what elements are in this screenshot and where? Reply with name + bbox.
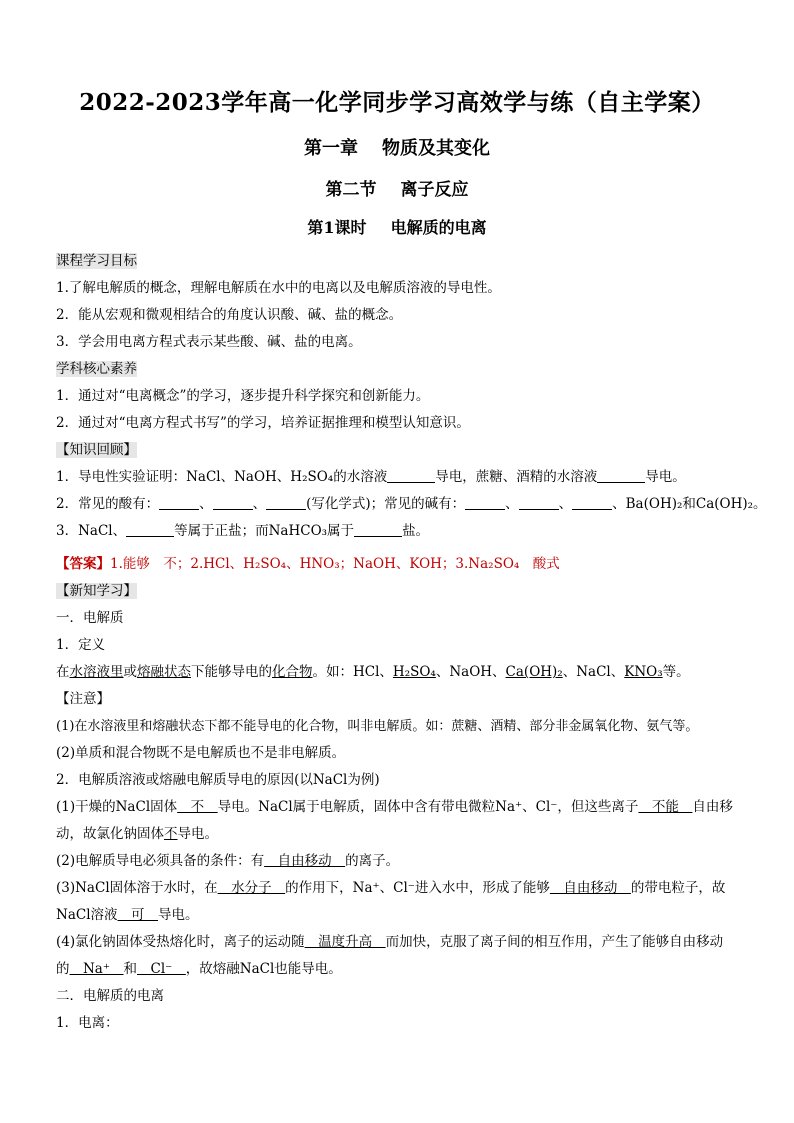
answer-blank xyxy=(266,495,306,510)
review-heading: 【知识回顾】 xyxy=(56,442,137,458)
review-question-2: 2．常见的酸有： 、 、 (写化学式)；常见的碱有： 、 、 、Ba(OH)₂和Ca(OH)₂。 xyxy=(56,496,767,512)
subheading-ionization: 1．电离： xyxy=(56,1015,119,1031)
paragraph-2: (2)电解质导电必须具备的条件：有 自由移动 的离子。 xyxy=(56,853,400,869)
paragraph-4: (4)氯化钠固体受热熔化时，离子的运动随 温度升高 而加快，克服了离子间的相互作用，产生了能够自由移动的 Na⁺ 和 Cl⁻ ，故熔融NaCl也能导电。 xyxy=(56,934,724,977)
answer-blank xyxy=(597,468,645,483)
answer-blank xyxy=(387,468,435,483)
review-question-3: 3．NaCl、 等属于正盐；而NaHCO₃属于 盐。 xyxy=(56,523,430,539)
core-item: 1．通过对“电离概念”的学习，逐步提升科学探究和创新能力。 xyxy=(56,388,430,404)
answer-label: 【答案】 xyxy=(56,556,110,572)
answer-blank xyxy=(354,522,402,537)
answer-blank xyxy=(159,495,199,510)
section-number: 第二节 xyxy=(325,180,377,200)
answer-blank xyxy=(465,495,505,510)
document-body xyxy=(56,248,767,1037)
definition-text: 在水溶液里或熔融状态下能够导电的化合物。如：HCl、H₂SO₄、NaOH、Ca(OH)₂、NaCl、KNO₃等。 xyxy=(56,664,690,680)
note-item: (2)单质和混合物既不是电解质也不是非电解质。 xyxy=(56,745,346,761)
lesson-name: 电解质的电离 xyxy=(390,218,487,237)
chapter-title xyxy=(0,134,794,160)
section-heading-electrolyte: 一．电解质 xyxy=(56,610,124,626)
chapter-name: 物质及其变化 xyxy=(382,138,490,159)
paragraph-1: (1)干燥的NaCl固体 不 导电。NaCl属于电解质，固体中含有带电微粒Na⁺、Cl⁻，但这些离子 不能 自由移动，故氯化钠固体不导电。 xyxy=(56,799,733,842)
subheading-conduction-reason: 2．电解质溶液或熔融电解质导电的原因(以NaCl为例) xyxy=(56,772,380,788)
document-title: 2022-2023学年高一化学同步学习高效学与练（自主学案） xyxy=(79,89,715,116)
answer-blank xyxy=(519,495,559,510)
core-heading: 学科核心素养 xyxy=(56,361,137,377)
review-question-1: 1．导电性实验证明：NaCl、NaOH、H₂SO₄的水溶液 导电，蔗糖、酒精的水溶液 导电。 xyxy=(56,469,686,485)
note-item: (1)在水溶液里和熔融状态下都不能导电的化合物，叫非电解质。如：蔗糖、酒精、部分非金属氧化物、氨气等。 xyxy=(56,719,699,734)
goal-item: 2．能从宏观和微观相结合的角度认识酸、碱、盐的概念。 xyxy=(56,307,403,323)
answer-blank xyxy=(213,495,253,510)
paragraph-3: (3)NaCl固体溶于水时，在 水分子 的作用下，Na⁺、Cl⁻进入水中，形成了能够 自由移动 的带电粒子，故NaCl溶液 可 导电。 xyxy=(56,880,726,923)
section-name: 离子反应 xyxy=(400,180,469,200)
goal-item: 3．学会用电离方程式表示某些酸、碱、盐的电离。 xyxy=(56,334,362,350)
lesson-number: 第1课时 xyxy=(307,218,367,237)
answer-blank xyxy=(126,522,174,537)
chapter-number: 第一章 xyxy=(304,138,358,159)
answer-text: 1.能够 不；2.HCl、H₂SO₄、HNO₃；NaOH、KOH；3.Na₂SO₄ 酸式 xyxy=(110,556,560,572)
answer-blank xyxy=(572,495,612,510)
goals-heading: 课程学习目标 xyxy=(56,253,137,269)
new-study-heading: 【新知学习】 xyxy=(56,583,137,599)
core-item: 2．通过对“电离方程式书写”的学习，培养证据推理和模型认知意识。 xyxy=(56,415,470,431)
section-title xyxy=(0,175,794,200)
subheading-definition: 1．定义 xyxy=(56,637,106,653)
section-heading-ionization: 二．电解质的电离 xyxy=(56,988,164,1004)
goal-item: 1.了解电解质的概念，理解电解质在水中的电离以及电解质溶液的导电性。 xyxy=(56,280,501,296)
note-heading: 【注意】 xyxy=(56,691,110,707)
review-answer xyxy=(56,551,746,578)
lesson-title xyxy=(0,215,794,238)
